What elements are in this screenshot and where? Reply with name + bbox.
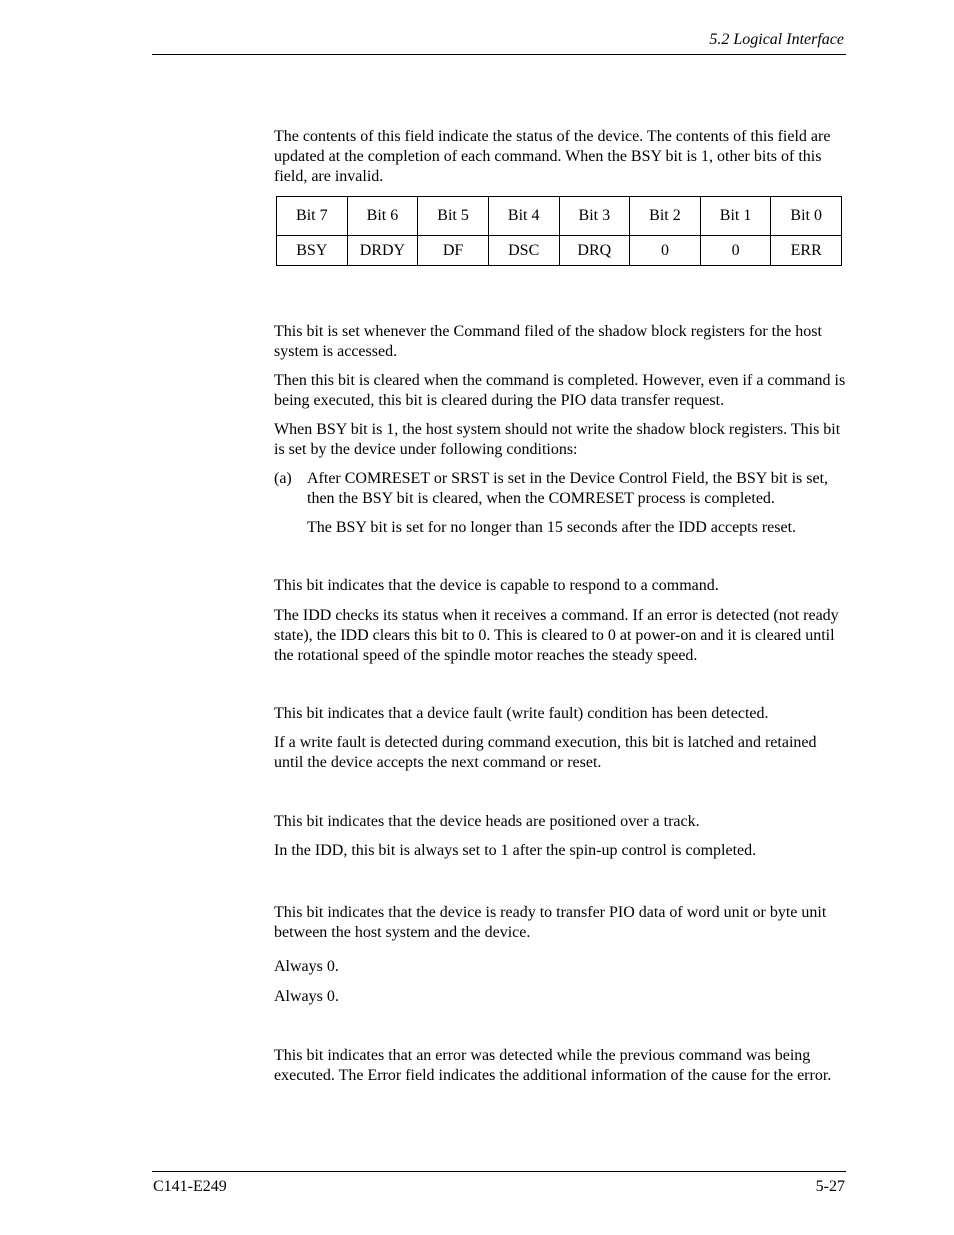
intro-paragraph [274,127,846,187]
df-paragraph-2: If a write fault is detected during command execution, this bit is latched and retained until the device accepts the next command or reset. [274,734,817,771]
bsy-paragraph-2: Then this bit is cleared when the command is completed. However, even if a command is being executed, this bit is cleared during the PIO data transfer request. [274,372,846,409]
bit2-paragraph: Always 0. [274,958,339,975]
footer-rule [152,1171,846,1172]
list-item-text: After COMRESET or SRST is set in the Device Control Field, the BSY bit is set, then the BSY bit is cleared, when the COMRESET process is completed. [307,470,829,507]
drdy-paragraph-2: The IDD checks its status when it receives a command. If an error is detected (not ready state), the IDD clears this bit to 0. This is cleared to 0 at power-on and it is cleared until the rotational speed of the spindle motor reaches the steady speed. [274,607,839,664]
err-paragraph-1: This bit indicates that an error was detected while the previous command was being executed. The Error field indicates the additional information of the cause for the error. [274,1047,832,1084]
bsy-paragraph-1: This bit is set whenever the Command filed of the shadow block registers for the host system is accessed. [274,323,822,360]
bit-header-cell: Bit 0 [771,197,842,236]
bit-name-cell: BSY [277,236,348,266]
bit-header-cell: Bit 1 [700,197,771,236]
bit-header-cell: Bit 4 [488,197,559,236]
drq-paragraph-1: This bit indicates that the device is ready to transfer PIO data of word unit or byte unit between the host system and the device. [274,904,827,941]
bit-name-cell: DF [418,236,489,266]
status-bit-table [276,196,842,266]
list-item-label: (a) [274,470,292,487]
bit-header-cell: Bit 6 [347,197,418,236]
bsy-reset-note: The BSY bit is set for no longer than 15 seconds after the IDD accepts reset. [307,519,797,536]
header-rule [152,54,846,55]
dsc-paragraph-1: This bit indicates that the device heads are positioned over a track. [274,813,700,830]
bit-name-cell: DRDY [347,236,418,266]
bit-name-row [277,236,842,266]
bit-name-cell: 0 [630,236,701,266]
bit-header-cell: Bit 3 [559,197,630,236]
bit-name-cell: DRQ [559,236,630,266]
intro-text: The contents of this field indicate the status of the device. The contents of this field are updated at the completion of each command. When the BSY bit is 1, other bits of this field, are invalid. [274,128,831,185]
bit-header-cell: Bit 5 [418,197,489,236]
bit1-paragraph: Always 0. [274,988,339,1005]
dsc-paragraph-2: In the IDD, this bit is always set to 1 after the spin-up control is completed. [274,842,757,859]
df-paragraph-1: This bit indicates that a device fault (write fault) condition has been detected. [274,705,769,722]
page-number: 5-27 [815,1178,845,1195]
bit-header-cell: Bit 2 [630,197,701,236]
drdy-paragraph-1: This bit indicates that the device is capable to respond to a command. [274,577,719,594]
bit-name-cell: 0 [700,236,771,266]
bit-name-cell: DSC [488,236,559,266]
bit-header-cell: Bit 7 [277,197,348,236]
running-header-section: 5.2 Logical Interface [709,31,844,48]
bsy-paragraph-3: When BSY bit is 1, the host system should not write the shadow block registers. This bit is set by the device under following conditions: [274,421,841,458]
bit-name-cell: ERR [771,236,842,266]
bit-number-row [277,197,842,236]
document-id: C141-E249 [153,1178,227,1195]
